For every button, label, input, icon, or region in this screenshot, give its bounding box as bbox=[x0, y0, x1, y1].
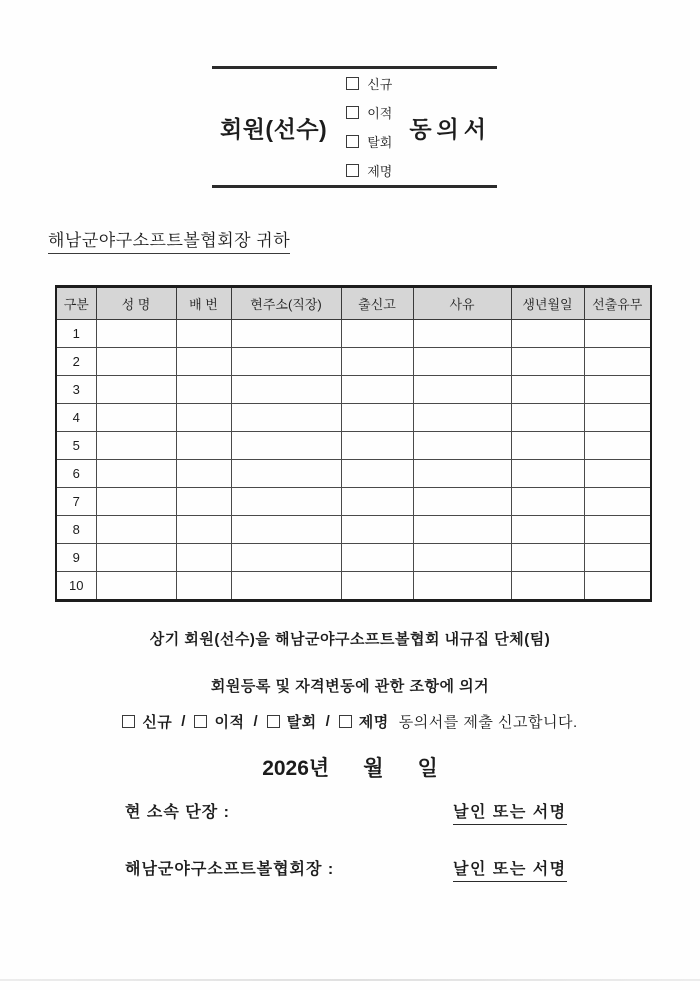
separator: / bbox=[253, 713, 258, 730]
column-header-no: 구분 bbox=[56, 287, 96, 320]
statement-line-1: 상기 회원(선수)을 해남군야구소프트볼협회 내규집 단체(팀) bbox=[149, 631, 551, 648]
checkbox-icon bbox=[122, 715, 135, 728]
row-number: 7 bbox=[56, 488, 96, 516]
date-year: 2026년 bbox=[262, 757, 330, 780]
row-number: 3 bbox=[56, 376, 96, 404]
row-number: 10 bbox=[56, 572, 96, 601]
form-title-left: 회원(선수) bbox=[220, 115, 328, 142]
column-header-jersey-number: 배 번 bbox=[176, 287, 231, 320]
title-option-label: 탈회 bbox=[367, 135, 393, 150]
form-title-right: 동의서 bbox=[409, 115, 491, 142]
table-row bbox=[56, 320, 651, 348]
consent-option-transfer: 이적 bbox=[214, 714, 245, 731]
date-month: 월 bbox=[363, 757, 384, 780]
title-option-transfer bbox=[346, 103, 392, 122]
table-row bbox=[56, 488, 651, 516]
signature-row-team-leader bbox=[0, 799, 700, 823]
table-row bbox=[56, 516, 651, 544]
form-title-box bbox=[212, 66, 497, 188]
checkbox-icon bbox=[339, 715, 352, 728]
consent-option-new: 신규 bbox=[142, 714, 173, 731]
title-option-label: 제명 bbox=[367, 164, 393, 179]
checkbox-icon bbox=[194, 715, 207, 728]
table-row bbox=[56, 348, 651, 376]
title-option-label: 신규 bbox=[367, 77, 393, 92]
title-option-withdrawal bbox=[346, 132, 392, 151]
column-header-name: 성 명 bbox=[96, 287, 176, 320]
signature-label: 해남군야구소프트볼협회장 : bbox=[125, 861, 335, 878]
row-number: 5 bbox=[56, 432, 96, 460]
checkbox-icon bbox=[346, 106, 359, 119]
checkbox-icon bbox=[346, 164, 359, 177]
date-day: 일 bbox=[417, 757, 438, 780]
separator: / bbox=[181, 713, 186, 730]
signature-seal-or-sign: 날인 또는 서명 bbox=[453, 856, 567, 882]
consent-suffix-text: 동의서를 제출 신고합니다. bbox=[398, 714, 578, 731]
consent-declaration-line bbox=[0, 711, 700, 732]
column-header-birthdate: 생년월일 bbox=[511, 287, 584, 320]
signature-label: 현 소속 단장 : bbox=[125, 804, 230, 821]
table-row bbox=[56, 460, 651, 488]
row-number: 2 bbox=[56, 348, 96, 376]
row-number: 8 bbox=[56, 516, 96, 544]
column-header-pro-status: 선출유무 bbox=[584, 287, 651, 320]
consent-option-expulsion: 제명 bbox=[358, 714, 389, 731]
title-option-label: 이적 bbox=[367, 106, 393, 121]
table-row bbox=[56, 432, 651, 460]
signature-seal-or-sign: 날인 또는 서명 bbox=[453, 799, 567, 825]
table-row bbox=[56, 544, 651, 572]
date-line bbox=[0, 752, 700, 782]
checkbox-icon bbox=[346, 77, 359, 90]
row-number: 4 bbox=[56, 404, 96, 432]
row-number: 6 bbox=[56, 460, 96, 488]
table-row bbox=[56, 376, 651, 404]
column-header-high-school: 출신고 bbox=[341, 287, 413, 320]
row-number: 1 bbox=[56, 320, 96, 348]
recipient-line: 해남군야구소프트볼협회장 귀하 bbox=[48, 226, 290, 254]
signature-row-association-president bbox=[0, 856, 700, 880]
title-checkbox-group bbox=[346, 74, 392, 180]
table-row bbox=[56, 572, 651, 601]
member-roster-table bbox=[55, 285, 652, 602]
table-header-row bbox=[56, 287, 651, 320]
title-option-expulsion bbox=[346, 161, 392, 180]
column-header-address: 현주소(직장) bbox=[231, 287, 341, 320]
table-row bbox=[56, 404, 651, 432]
column-header-reason: 사유 bbox=[413, 287, 511, 320]
checkbox-icon bbox=[346, 135, 359, 148]
separator: / bbox=[325, 713, 330, 730]
checkbox-icon bbox=[267, 715, 280, 728]
statement-line-2: 회원등록 및 자격변동에 관한 조항에 의거 bbox=[210, 678, 490, 695]
title-option-new bbox=[346, 74, 392, 93]
scan-artifact-line bbox=[0, 979, 700, 981]
row-number: 9 bbox=[56, 544, 96, 572]
consent-option-withdrawal: 탈회 bbox=[286, 714, 317, 731]
